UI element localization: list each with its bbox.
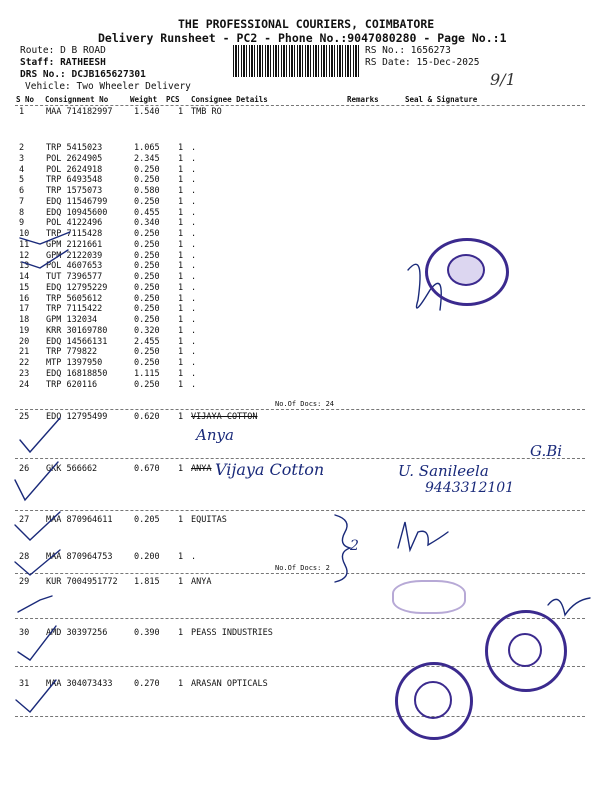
document-title: THE PROFESSIONAL COURIERS, COIMBATORE: [178, 17, 435, 31]
row-pcs: 1: [178, 515, 184, 525]
row-weight: 1.815: [134, 577, 160, 587]
row-consignment: POL 4607653: [46, 261, 103, 272]
row-pcs: 1: [178, 239, 184, 250]
row-pcs: 1: [178, 229, 184, 239]
row-consignment: EDQ 16818850: [46, 368, 108, 379]
checkmark-icon: [20, 418, 60, 452]
rs-no-value: 1656273: [410, 45, 451, 56]
row-consignee: .: [191, 282, 197, 293]
row-sno: 26: [19, 464, 30, 474]
row-sno: 30: [19, 628, 30, 638]
row-sno: 18: [19, 315, 30, 325]
route-value: D B ROAD: [60, 45, 106, 56]
row-sno: 2: [19, 143, 25, 153]
row-pcs: 1: [178, 282, 184, 293]
signature-scribble: [548, 598, 590, 615]
row-pcs: 1: [178, 207, 184, 218]
row-weight: 0.390: [134, 628, 160, 638]
row-weight: 0.250: [134, 379, 160, 390]
row-consignee: .: [191, 218, 197, 229]
vehicle-value: Two Wheeler Delivery: [76, 81, 191, 92]
row-consignment: POL 2624905: [46, 153, 103, 164]
row-sno: 13: [19, 261, 30, 272]
col-consignment: Consignment No: [45, 95, 109, 104]
row-pcs: 1: [178, 379, 184, 390]
row-consignment: MAA 870964611: [46, 515, 113, 525]
rs-date-value: 15-Dec-2025: [416, 57, 480, 68]
row-weight: 0.250: [134, 196, 160, 207]
row-weight: 0.250: [134, 282, 160, 293]
optical-seal-stamp-inner: [414, 681, 452, 719]
row-sno: 19: [19, 325, 30, 336]
staff-value: RATHEESH: [60, 57, 106, 68]
row-consignment: POL 2624918: [46, 164, 103, 175]
row-sno: 25: [19, 412, 30, 422]
row-pcs: 1: [178, 347, 184, 358]
row-sno: 21: [19, 347, 30, 358]
row-sno: 1: [19, 107, 25, 117]
row-weight: 0.250: [134, 358, 160, 368]
row-weight: 0.320: [134, 325, 160, 336]
row-sno: 7: [19, 196, 25, 207]
row-pcs: 1: [178, 153, 184, 164]
row-consignment: TRP 7115422: [46, 304, 103, 315]
row-sno: 15: [19, 282, 30, 293]
row-sno: 3: [19, 153, 25, 164]
row-consignee: .: [191, 336, 197, 347]
rs-date-label: RS Date:: [365, 57, 411, 68]
row-consignee: .: [191, 164, 197, 175]
row-sno: 16: [19, 293, 30, 304]
row-weight: 0.250: [134, 175, 160, 186]
row-consignment: KRR 30169780: [46, 325, 108, 336]
row-pcs: 1: [178, 218, 184, 229]
row-weight: 0.200: [134, 552, 160, 562]
document-subtitle: Delivery Runsheet - PC2 - Phone No.:9047080280 - Page No.:1: [98, 31, 507, 45]
row-weight: 0.250: [134, 293, 160, 304]
checkmark-icon: [18, 626, 56, 660]
handwritten-page-note: 9/1: [490, 70, 516, 89]
row-pcs: 1: [178, 336, 184, 347]
row-consignee: .: [191, 207, 197, 218]
vehicle-label: Vehicle:: [25, 81, 71, 92]
row-sno: 6: [19, 186, 25, 196]
row-consignee: .: [191, 304, 197, 315]
row-consignee: .: [191, 153, 197, 164]
row-consignee: .: [191, 368, 197, 379]
row-consignee: .: [191, 186, 197, 196]
row-sno: 17: [19, 304, 30, 315]
checkmark-icon: [18, 596, 52, 612]
checkmark-icon: [15, 512, 60, 540]
row-weight: 1.065: [134, 143, 160, 153]
col-seal-signature: Seal & Signature: [405, 95, 478, 104]
row-consignee: .: [191, 552, 197, 562]
row-weight: 0.455: [134, 207, 160, 218]
row-consignee: EQUITAS: [191, 515, 227, 525]
row-consignee: .: [191, 229, 197, 239]
row-sno: 8: [19, 207, 25, 218]
rs-no-label: RS No.:: [365, 45, 406, 56]
row-consignee: .: [191, 175, 197, 186]
checkmark-icon: [20, 232, 70, 244]
row-consignee: TMB RO: [191, 107, 222, 117]
row-pcs: 1: [178, 196, 184, 207]
row-consignee: ANYA: [191, 577, 212, 587]
row-consignee: .: [191, 325, 197, 336]
row-weight: 0.250: [134, 229, 160, 239]
row-consignee: .: [191, 293, 197, 304]
row-consignment: MTP 1397950: [46, 358, 103, 368]
row-consignment: TRP 7115428: [46, 229, 103, 239]
row-weight: 0.250: [134, 261, 160, 272]
row-consignment: GPM 2122039: [46, 250, 103, 261]
row-consignment: EDQ 12795229: [46, 282, 108, 293]
row-sno: 29: [19, 577, 30, 587]
col-weight: Weight: [130, 95, 158, 104]
checkmark-icon: [15, 550, 60, 575]
row-consignment: EDQ 12795499: [46, 412, 108, 422]
row-consignment: TRP 5415023: [46, 143, 103, 153]
checkmark-icon: [16, 680, 56, 712]
row-pcs: 1: [178, 186, 184, 196]
row-weight: 0.250: [134, 239, 160, 250]
checkmark-icon: [15, 462, 58, 500]
row-pcs: 1: [178, 261, 184, 272]
row-weight: 0.205: [134, 515, 160, 525]
row-pcs: 1: [178, 143, 184, 153]
row-sno: 12: [19, 250, 30, 261]
row-weight: 0.620: [134, 412, 160, 422]
row-sno: 14: [19, 272, 30, 282]
handwritten-phone: 9443312101: [425, 480, 515, 496]
row-pcs: 1: [178, 679, 184, 689]
row-pcs: 1: [178, 628, 184, 638]
row-consignment: TUT 7396577: [46, 272, 103, 282]
row-weight: 0.580: [134, 186, 160, 196]
row-sno: 28: [19, 552, 30, 562]
handwritten-receiver-name: U. Sanileela: [398, 462, 489, 480]
row-weight: 0.250: [134, 250, 160, 261]
row-weight: 0.250: [134, 272, 160, 282]
row-consignment: TRP 6493548: [46, 175, 103, 186]
row-consignee: .: [191, 261, 197, 272]
row-consignee: .: [191, 347, 197, 358]
row-pcs: 1: [178, 293, 184, 304]
row-consignee: .: [191, 239, 197, 250]
row-pcs: 1: [178, 175, 184, 186]
col-remarks: Remarks: [347, 95, 379, 104]
row-weight: 1.540: [134, 107, 160, 117]
row-consignment: TRP 620116: [46, 379, 98, 390]
row-weight: 0.250: [134, 304, 160, 315]
signature-scribble: [398, 522, 448, 550]
drs-label: DRS No.:: [20, 69, 66, 80]
row-pcs: 1: [178, 577, 184, 587]
row-pcs: 1: [178, 464, 184, 474]
bank-seal-stamp-inner: [447, 254, 485, 286]
row-weight: 2.345: [134, 153, 160, 164]
row-pcs: 1: [178, 272, 184, 282]
row-consignment: MAA 304073433: [46, 679, 113, 689]
row-weight: 2.455: [134, 336, 160, 347]
row-pcs: 1: [178, 315, 184, 325]
row-pcs: 1: [178, 304, 184, 315]
row-pcs: 1: [178, 164, 184, 175]
row-consignee: .: [191, 250, 197, 261]
row-consignee: ARASAN OPTICALS: [191, 679, 268, 689]
row-consignee-struck: ANYA: [191, 464, 212, 474]
row-consignment: MAA 714182997: [46, 107, 113, 117]
row-consignment: GPM 132034: [46, 315, 98, 325]
row-sno: 5: [19, 175, 25, 186]
row-sno: 31: [19, 679, 30, 689]
handwritten-consignee: Vijaya Cotton: [215, 460, 325, 479]
group1-docs-count: No.Of Docs: 24: [275, 400, 335, 408]
col-consignee: Consignee Details: [191, 95, 268, 104]
row-consignment: KUR 7004951772: [46, 577, 118, 587]
faded-stamp: [392, 580, 466, 614]
row-pcs: 1: [178, 412, 184, 422]
row-consignee: .: [191, 358, 197, 368]
row-pcs: 1: [178, 107, 184, 117]
row-weight: 0.270: [134, 679, 160, 689]
route-label: Route:: [20, 45, 55, 56]
row-sno: 11: [19, 239, 30, 250]
row-consignment: TRP 779822: [46, 347, 98, 358]
brace-icon: [335, 515, 350, 582]
row-consignment: EDQ 14566131: [46, 336, 108, 347]
row-consignment: TRP 5605612: [46, 293, 103, 304]
company-seal-stamp-inner: [508, 633, 542, 667]
row-consignment: EDQ 11546799: [46, 196, 108, 207]
row-weight: 0.250: [134, 164, 160, 175]
handwritten-consignee: Anya: [196, 426, 234, 444]
row-weight: 0.340: [134, 218, 160, 229]
col-pcs: PCS: [166, 95, 180, 104]
row-consignment: AMD 30397256: [46, 628, 108, 638]
row-consignment: EDQ 10945600: [46, 207, 108, 218]
row-sno: 10: [19, 229, 30, 239]
row-weight: 0.250: [134, 315, 160, 325]
handwritten-brace-count: 2: [350, 538, 359, 554]
row-consignment: GPM 2121661: [46, 239, 103, 250]
row-consignee: PEASS INDUSTRIES: [191, 628, 273, 638]
row-sno: 9: [19, 218, 25, 229]
row-weight: 0.250: [134, 347, 160, 358]
row-pcs: 1: [178, 250, 184, 261]
row-sno: 22: [19, 358, 30, 368]
group2-docs-count: No.Of Docs: 2: [275, 564, 330, 572]
staff-label: Staff:: [20, 57, 55, 68]
row-pcs: 1: [178, 325, 184, 336]
row-consignment: TRP 1575073: [46, 186, 103, 196]
row-sno: 4: [19, 164, 25, 175]
row-sno: 24: [19, 379, 30, 390]
row-weight: 1.115: [134, 368, 160, 379]
row-sno: 23: [19, 368, 30, 379]
row-sno: 20: [19, 336, 30, 347]
row-consignee: .: [191, 379, 197, 390]
row-consignee: .: [191, 272, 197, 282]
checkmark-icon: [22, 250, 68, 268]
row-consignment: MAA 870964753: [46, 552, 113, 562]
row-consignment: POL 4122496: [46, 218, 103, 229]
row-consignment: GKK 566662: [46, 464, 98, 474]
row-consignee: .: [191, 196, 197, 207]
handwritten-signature: G.Bi: [530, 442, 563, 460]
row-weight: 0.670: [134, 464, 160, 474]
row-sno: 27: [19, 515, 30, 525]
row-pcs: 1: [178, 552, 184, 562]
row-pcs: 1: [178, 368, 184, 379]
drs-value: DCJB165627301: [71, 69, 146, 80]
row-consignee: .: [191, 315, 197, 325]
col-sno: S No: [16, 95, 35, 104]
row-consignee-struck: VIJAYA COTTON: [191, 412, 258, 422]
row-consignee: .: [191, 143, 197, 153]
row-pcs: 1: [178, 358, 184, 368]
